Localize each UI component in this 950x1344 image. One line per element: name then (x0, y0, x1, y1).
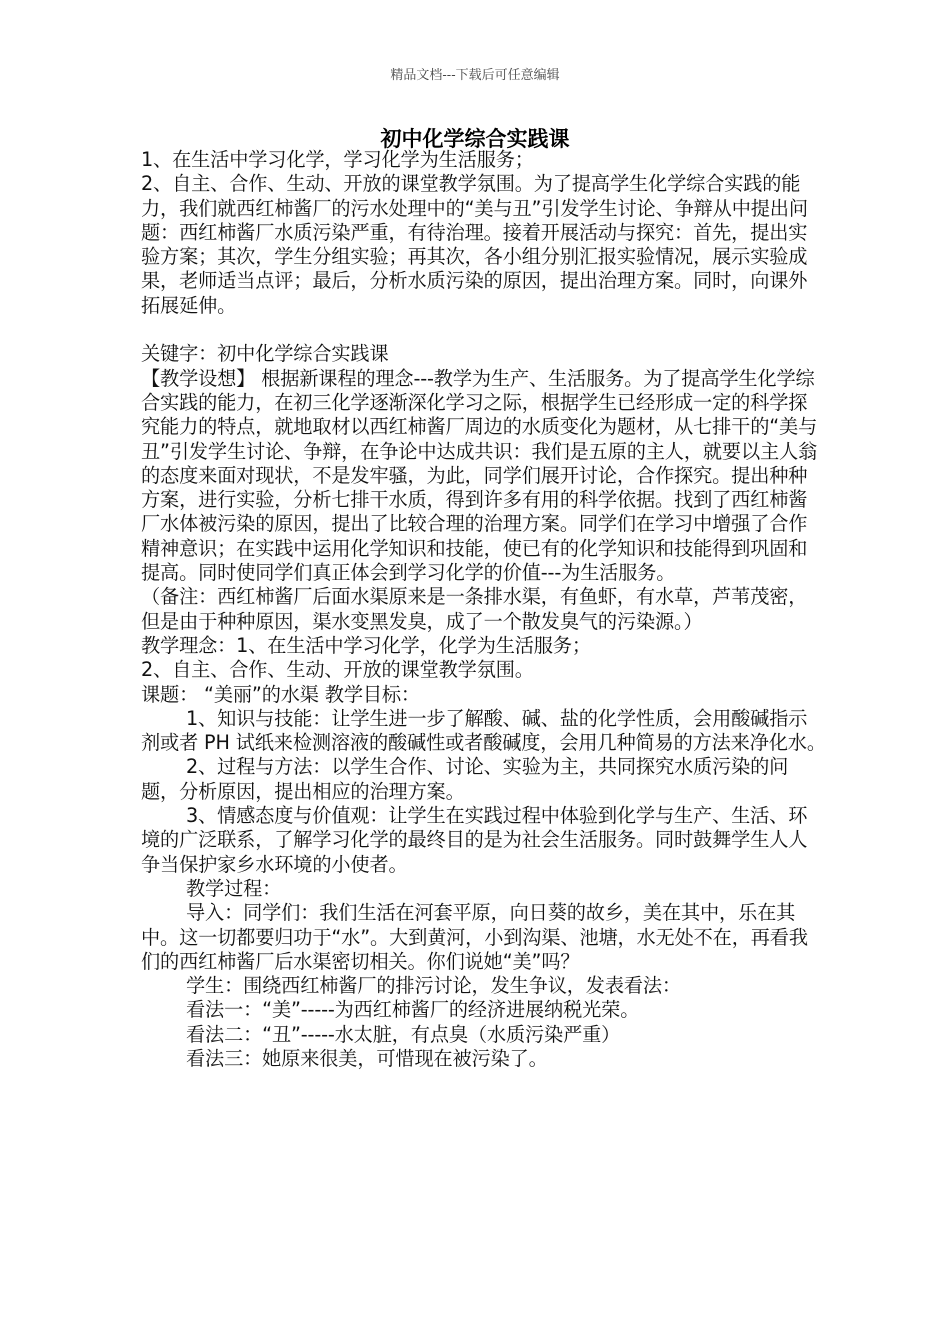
teaching-concept-2: 2、自主、合作、生动、开放的课堂教学氛围。 (141, 658, 534, 682)
keywords: 关键字：初中化学综合实践课 (141, 342, 389, 366)
remark-note: （备注：西红柿酱厂后面水渠原来是一条排水渠，有鱼虾，有水草，芦苇茂密，但是由于种种原因，渠水变黑发臭，成了一个散发臭气的污染源。） (141, 585, 808, 633)
page-header: 精品文档---下载后可任意编辑 (390, 68, 560, 83)
view-3: 看法三：她原来很美，可惜现在被污染了。 (186, 1046, 548, 1070)
introduction: 导入：同学们：我们生活在河套平原，向日葵的故乡，美在其中，乐在其中。这一切都要归功于“水”。大到黄河，小到沟渠、池塘，水无处不在，再看我们的西红柿酱厂后水渠密切相关。你们说她“美”吗？ (141, 901, 808, 973)
document-title: 初中化学综合实践课 (380, 126, 570, 151)
goal-knowledge: 1、知识与技能：让学生进一步了解酸、碱、盐的化学性质，会用酸碱指示剂或者 PH 试纸来检测溶液的酸碱性或者酸碱度，会用几种简易的方法来净化水。 (141, 706, 826, 755)
document-body (141, 148, 826, 1071)
principle-1: 1、在生活中学习化学，学习化学为生活服务； (141, 148, 534, 171)
blank-line (141, 318, 826, 342)
teaching-idea: 【教学设想】 根据新课程的理念---教学为生产、生活服务。为了提高学生化学综合实践的能力，在初三化学逐渐深化学习之际，根据学生已经形成一定的科学探究能力的特点，就地取材以西红柿酱厂周边的水质变化为题材，从七排干的“美与丑”引发学生讨论、争辩，在争论中达成共识：我们是五原的主人，就要以主人翁的态度来面对现状，不是发牢骚，为此，同学们展开讨论，合作探究。提出种种方案，进行实验，分析七排干水质，得到许多有用的科学依据。找到了西红柿酱厂水体被污染的原因，提出了比较合理的治理方案。同学们在学习中增强了合作精神意识；在实践中运用化学知识和技能，使已有的化学知识和技能得到巩固和提高。同时使同学们真正体会到学习化学的价值---为生活服务。 (141, 366, 818, 585)
lesson-topic: 课题： “美丽”的水渠 教学目标： (141, 682, 420, 706)
teaching-process-heading: 教学过程： (186, 876, 282, 900)
student-discussion: 学生：围绕西红柿酱厂的排污讨论，发生争议，发表看法： (186, 974, 681, 998)
goal-attitude: 3、情感态度与价值观：让学生在实践过程中体验到化学与生产、生活、环境的广泛联系，了解学习化学的最终目的是为社会生活服务。同时鼓舞学生人人争当保护家乡水环境的小使者。 (141, 804, 808, 876)
view-1: 看法一：“美”-----为西红柿酱厂的经济进展纳税光荣。 (186, 998, 640, 1022)
teaching-concept-1: 教学理念：1、在生活中学习化学，化学为生活服务； (141, 633, 591, 657)
principle-2: 2、自主、合作、生动、开放的课堂教学氛围。为了提高学生化学综合实践的能力，我们就西红柿酱厂的污水处理中的“美与丑”引发学生讨论、争辩从中提出问题：西红柿酱厂水质污染严重，有待治理。接着开展活动与探究：首先，提出实验方案；其次，学生分组实验；再其次，各小组分别汇报实验情况，展示实验成果，老师适当点评；最后，分析水质污染的原因，提出治理方案。同时，向课外拓展延伸。 (141, 172, 808, 317)
goal-process: 2、过程与方法：以学生合作、讨论、实验为主，共同探究水质污染的问题，分析原因，提出相应的治理方案。 (141, 755, 789, 803)
view-2: 看法二：“丑”-----水太脏，有点臭（水质污染严重） (186, 1022, 621, 1046)
